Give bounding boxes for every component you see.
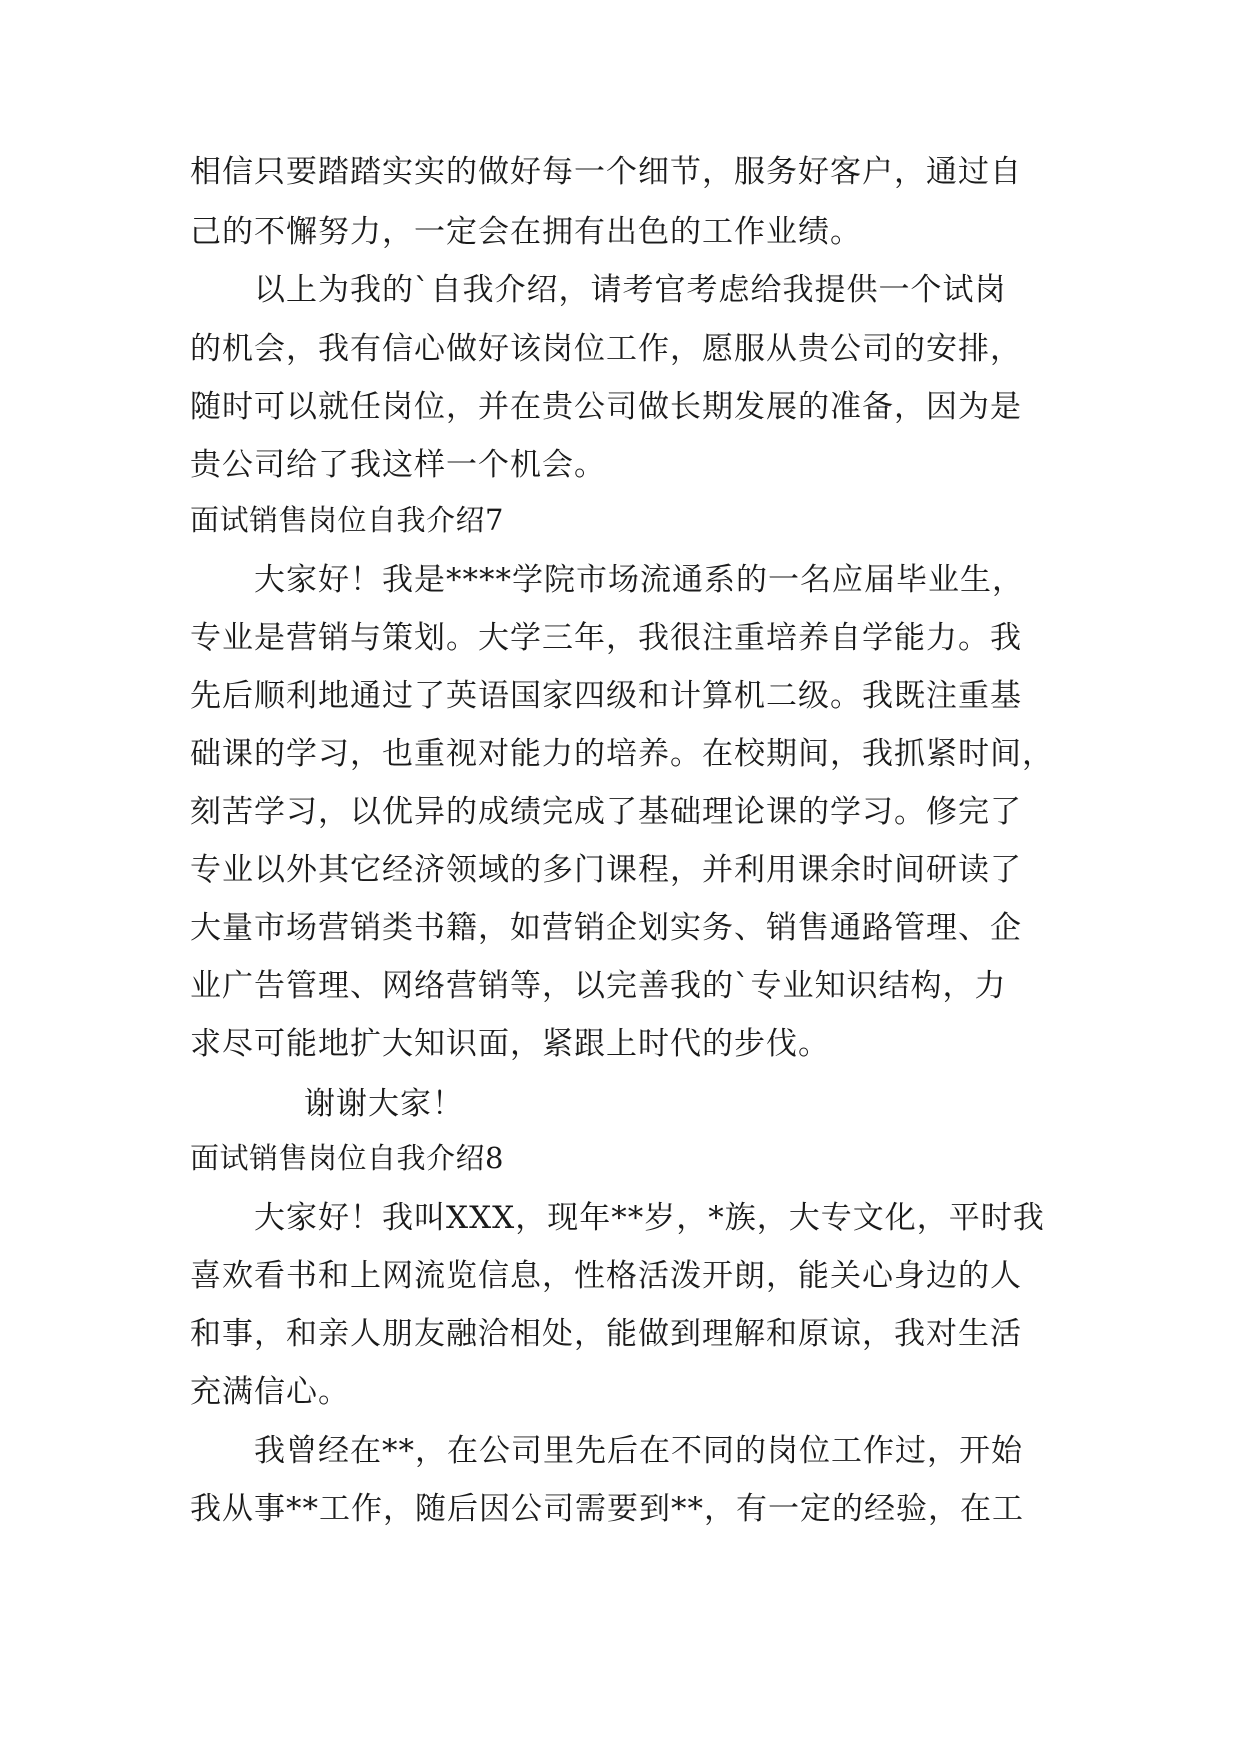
body-text-line: 求尽可能地扩大知识面，紧跟上时代的步伐。 [190,1026,830,1062]
closing-line: 谢谢大家！ [304,1086,464,1122]
paragraph-first-line: 以上为我的`自我介绍，请考官考虑给我提供一个试岗 [254,272,1007,308]
paragraph-first-line: 我曾经在**，在公司里先后在不同的岗位工作过，开始 [254,1433,1023,1469]
body-text-line: 业广告管理、网络营销等，以完善我的`专业知识结构，力 [190,968,1007,1004]
body-text-line: 先后顺利地通过了英语国家四级和计算机二级。我既注重基 [190,678,1022,714]
paragraph-first-line: 大家好！我叫XXX，现年**岁，*族，大专文化，平时我 [254,1200,1045,1236]
body-text-line: 专业是营销与策划。大学三年，我很注重培养自学能力。我 [190,620,1022,656]
body-text-line: 础课的学习，也重视对能力的培养。在校期间，我抓紧时间， [190,736,1054,772]
body-text-line: 充满信心。 [190,1374,350,1410]
body-text-line: 刻苦学习，以优异的成绩完成了基础理论课的学习。修完了 [190,794,1022,830]
section-heading: 面试销售岗位自我介绍8 [190,1141,504,1175]
body-text-line: 和事，和亲人朋友融洽相处，能做到理解和原谅，我对生活 [190,1316,1022,1352]
body-text-line: 相信只要踏踏实实的做好每一个细节，服务好客户，通过自 [190,154,1022,190]
body-text-line: 贵公司给了我这样一个机会。 [190,447,606,483]
body-text-line: 专业以外其它经济领域的多门课程，并利用课余时间研读了 [190,852,1022,888]
body-text-line: 己的不懈努力，一定会在拥有出色的工作业绩。 [190,214,862,250]
paragraph-first-line: 大家好！我是****学院市场流通系的一名应届毕业生， [254,562,1024,598]
section-heading: 面试销售岗位自我介绍7 [190,503,504,537]
body-text-line: 喜欢看书和上网流览信息，性格活泼开朗，能关心身边的人 [190,1258,1022,1294]
body-text-line: 的机会，我有信心做好该岗位工作，愿服从贵公司的安排， [190,331,1022,367]
body-text-line: 我从事**工作，随后因公司需要到**，有一定的经验，在工 [190,1491,1024,1527]
body-text-line: 随时可以就任岗位，并在贵公司做长期发展的准备，因为是 [190,389,1022,425]
body-text-line: 大量市场营销类书籍，如营销企划实务、销售通路管理、企 [190,910,1022,946]
